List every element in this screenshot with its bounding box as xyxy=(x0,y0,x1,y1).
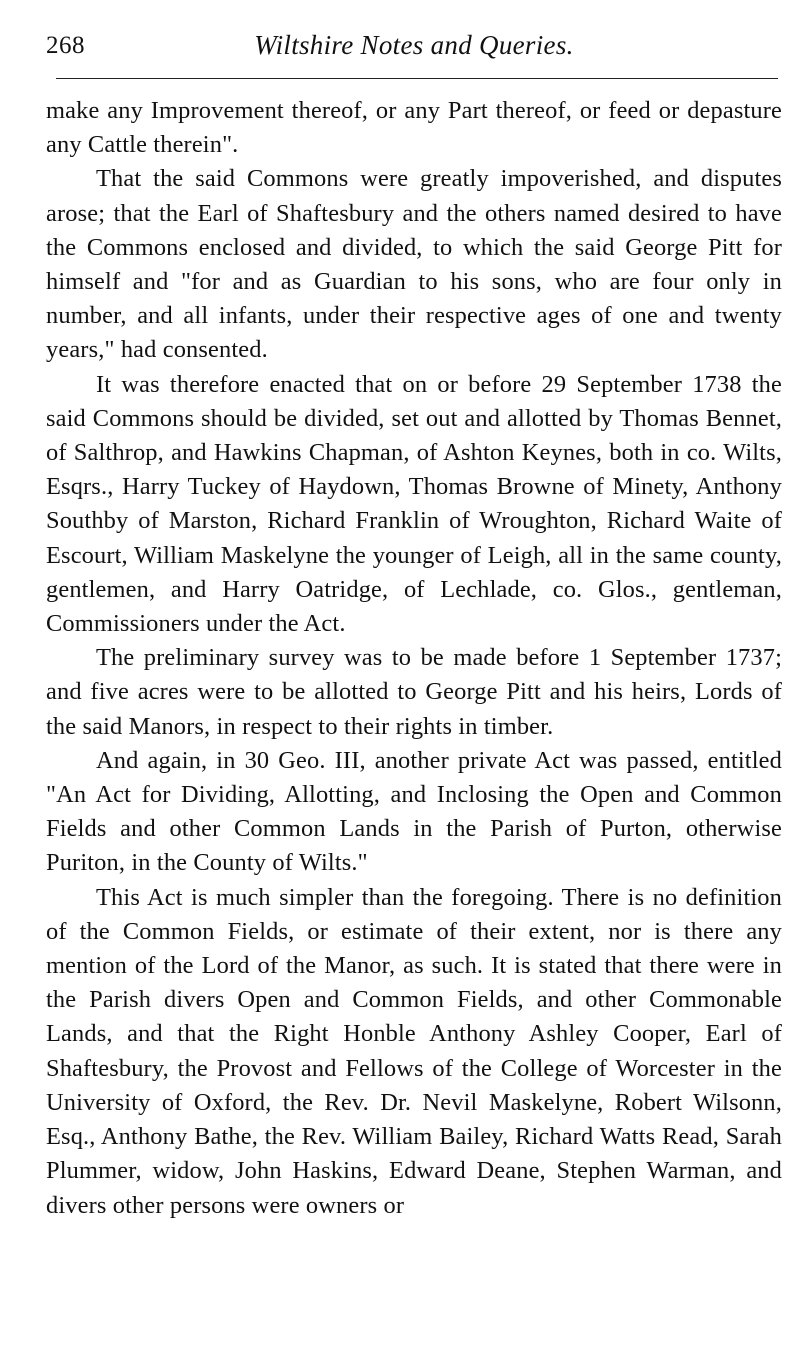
body-text xyxy=(46,94,782,1223)
paragraph-simpler-act: This Act is much simpler than the foregoing. There is no definition of the Common Fields, or estimate of their extent, nor is there any mention of the Lord of the Manor, as such. It is stated that there were in the Parish divers Open and Common Fields, and other Commonable Lands, and that the Right Honble Anthony Ashley Cooper, Earl of Shaftesbury, the Provost and Fellows of the College of Worcester in the University of Oxford, the Rev. Dr. Nevil Maskelyne, Robert Wilsonn, Esq., Anthony Bathe, the Rev. William Bailey, Richard Watts Read, Sarah Plummer, widow, John Haskins, Edward Deane, Stephen Warman, and divers other persons were owners or xyxy=(46,883,782,1219)
paragraph-second-act: And again, in 30 Geo. III, another private Act was passed, entitled "An Act for Dividing, Allotting, and Inclosing the Open and Common Fields and other Common Lands in the Parish of Purton, otherwise Puriton, in the County of Wilts." xyxy=(46,746,782,877)
book-page xyxy=(46,30,782,1223)
paragraph-continued: make any Improvement thereof, or any Part thereof, or feed or depasture any Cattle therein". xyxy=(46,97,782,159)
paragraph-enactment: It was therefore enacted that on or before 29 September 1738 the said Commons should be divided, set out and allotted by Thomas Bennet, of Salthrop, and Hawkins Chapman, of Ashton Keynes, both in co. Wilts, Esqrs., Harry Tuckey of Haydown, Thomas Browne of Minety, Anthony Southby of Marston, Richard Franklin of Wroughton, Richard Waite of Escourt, William Maskelyne the younger of Leigh, all in the same county, gentlemen, and Harry Oatridge, of Lechlade, co. Glos., gentleman, Commissioners under the Act. xyxy=(46,370,782,638)
running-title: Wiltshire Notes and Queries. xyxy=(254,30,574,60)
paragraph-commons-impoverished: That the said Commons were greatly impoverished, and disputes arose; that the Earl of Shaftesbury and the others named desired to have the Commons enclosed and divided, to which the said George Pitt for himself and "for and as Guardian to his sons, who are four only in number, and all infants, under their respective ages of one and twenty years," had consented. xyxy=(46,165,782,364)
paragraph-preliminary-survey: The preliminary survey was to be made before 1 September 1737; and five acres were to be allotted to George Pitt and his heirs, Lords of the said Manors, in respect to their rights in timber. xyxy=(46,644,782,740)
header-rule xyxy=(56,78,778,79)
page-number: 268 xyxy=(46,32,85,59)
page-header xyxy=(46,30,782,66)
